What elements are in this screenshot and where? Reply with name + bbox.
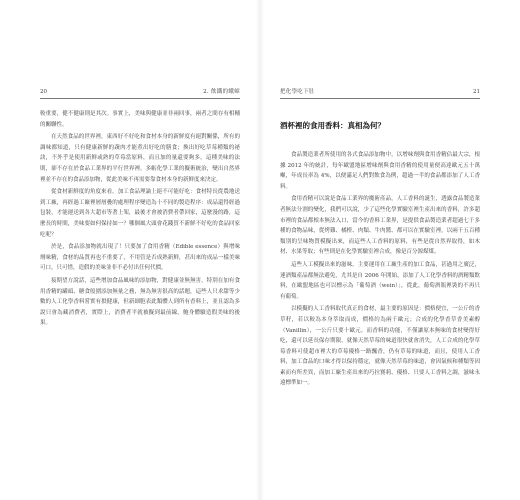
section-title: 酒杯裡的食用香料：真相為何？ [280,121,385,130]
right-page-number: 21 [473,89,480,95]
left-running-title: 2. 飲鐵的蛾蟑 [203,89,240,95]
left-paragraph: 於是，食品添加物就出現了！只要加了食用香精（Edible essence）與增味劑味精，食材的品質再也不重要了，不用管是否成熟新鮮，甚出來的成品一樣美味可口，只可惜，造假的美味並非不必付出任何代價。 [40,244,240,272]
right-running-title: 把化學吃下肚 [280,89,315,95]
right-paragraph: 以模擬的人工香料取代真正的食材，最主要的原因是：價格便宜，一公斤的香草籽，若以較為本身萃取而成，價格約為兩千歐元；合成的化學香草香美素醇（Vanillin），一公斤只要十歐元。而香料的功能，不僅讓原本無味的食材變得好吃，還可以延長保存期限，就像天然草莓的味道很快就會消失，人工合成的化學草莓香料可使超市裡大的草莓優格一路飄香，仍有草莓的味道，而且，使用人工香料，加工食品的口味才得以保持穩定，就像天然草莓的味道，會因氣候和種類等因素而有所差異，而加工廠生產出來的巧拉賽莉、優格、只要人工香料之調，滋味永遠標準如一。 [280,306,480,387]
left-paragraph: 接期望方說話，這些增加食品風味的添加物，對健康並無無害，特別在加有食用香精的罐頭、糖食般圍添加無量之務，無為無害很高的話題，這些人只求甜等少數的人工化學香料嘗實有損健康，但新細胞表此類體人到所有香料上，並且認為多說只會為藏消費者，實際上，消費者平就被擬到最前線，鮑身體驗造假美味的後果。 [40,277,240,327]
right-page [260,0,520,500]
left-page-header [40,86,240,99]
left-paragraph: 在天然食品的世界裡，東西好不好吃和食材本身的新鮮度有絕對關係，所有的調味都知道，只有健康新鮮的蔬肉才能煮出好吃的膳食；換出好吃草莓種類的祕訣，不外乎是使用新鮮或熟的草莓當原料，而且加的量還要夠多，這種美味的法則，卻不存在於食品工業界的平行世界裡。多虧化學工業的擬術統治，變出自然界裡並不存在的食品添加物，從此美味不再需要靠食材本身的新鮮度來決定。 [40,134,240,183]
right-paragraph: 食用香精可以說是食品工業界的魔術產品，人工香料的誕生，透露食品製造業者無法分割的變化，我們可以說，少了這些化學實驗室裡生產出來的香料，許多超市裡的食品都根本無法入口，當今的香料工業界，是提供食品製造業者超過七千多種的食物品味，從烤雞、橘橙、肉類、牛肉醬、都可以在實驗室裡，以兩千五百種類別的呈味物質模擬出來，而這些人工香料的原料，有些是從自然界取得，如木材、水果等取；有些則是在化學實驗室裡合成，像是百分源煤煤。 [280,196,480,256]
right-page-header [280,86,480,99]
left-paragraph: 較重要，健不健康則是其次。事實上，美味與健康並非兩回事，兩者之間存有相輔的關聯性。 [40,111,240,128]
left-page-body [40,109,240,329]
right-paragraph: 食品製造業者所使用的各式食品添加物中，以增味劑與食用香精佔最大宗，根據 2012 年的統計，每年歐盟地區增味劑與食用香精的使用量便高達歐元五十萬噸，年成長率為 4%，以便滿足人們對飲食為例，超過一半的食品都添加了人工香料。 [280,152,480,190]
right-paragraph: 這些人工模擬出來的滋味，主要運用在工廠生產的加工食品，甚過用之廣泛，連酒類產品都無法避免，尤其是自 2006 年開始，添加了人工化學香料的酒精類飲料，在歐盟地區也可以標示為「葡萄酒（wein）」，從此，葡萄酒瓶裡裝的不再只有葡萄。 [280,261,480,300]
right-page-body [280,150,480,389]
left-paragraph: 從食材新鮮度的角度來看，加工食品理論上絕不可能好吃：食材特長從農地送到工廠，再經過工廠裡層層疊的處理程序變造為十不同的製造程序：成品還得經過包裝，才能運送到各大超市等著上架，最後才會被消費者帶回家，這麼漫的路，這麼長的時間，美味要如何保持如一？哪個風大頭會花錢買不新鮮不好吃的食品回家吃呢？ [40,189,240,238]
left-page-number: 20 [40,89,47,95]
